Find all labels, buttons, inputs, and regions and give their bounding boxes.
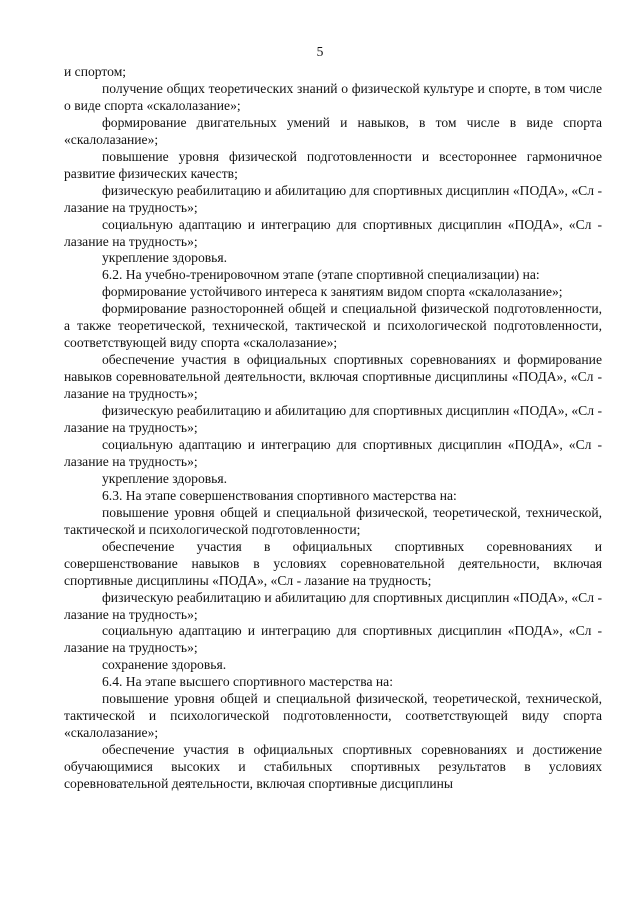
paragraph: сохранение здоровья. xyxy=(102,657,227,673)
paragraph: социальную адаптацию и интеграцию для спортивных дисциплин «ПОДА», «Сл - лазание на трудность»; xyxy=(64,436,602,469)
paragraph: повышение уровня общей и специальной физической, теоретической, технической, тактической и психологической подготовленности, соответствующей виду спорта «скалолазание»; xyxy=(64,691,602,741)
paragraph: укрепление здоровья. xyxy=(102,250,228,266)
paragraph: физическую реабилитацию и абилитацию для спортивных дисциплин «ПОДА», «Сл - лазание на трудность»; xyxy=(64,403,602,436)
paragraph: повышение уровня общей и специальной физической, теоретической, технической, тактической и психологической подготовленности; xyxy=(64,504,602,537)
paragraph: получение общих теоретических знаний о физической культуре и спорте, в том числе о виде спорта «скалолазание»; xyxy=(64,80,602,113)
paragraph: повышение уровня физической подготовленности и всестороннее гармоничное развитие физических качеств; xyxy=(64,148,602,181)
paragraph: социальную адаптацию и интеграцию для спортивных дисциплин «ПОДА», «Сл - лазание на трудность»; xyxy=(64,216,602,249)
page-number: 5 xyxy=(316,44,324,59)
paragraph: физическую реабилитацию и абилитацию для спортивных дисциплин «ПОДА», «Сл - лазание на трудность»; xyxy=(64,182,602,215)
section-heading-6-4: 6.4. На этапе высшего спортивного мастерства на: xyxy=(102,674,393,690)
section-heading-6-3: 6.3. На этапе совершенствования спортивного мастерства на: xyxy=(102,487,457,503)
document-body xyxy=(64,64,602,793)
paragraph: формирование устойчивого интереса к занятиям видом спорта «скалолазание»; xyxy=(102,284,563,300)
paragraph: формирование двигательных умений и навыков, в том числе в виде спорта «скалолазание»; xyxy=(64,114,602,147)
paragraph: формирование разносторонней общей и специальной физической подготовленности, а также теоретической, технической, тактической и психологической подготовленности, соответствующей виду спорта «скалолазание»; xyxy=(64,301,602,351)
paragraph: обеспечение участия в официальных спортивных соревнованиях и достижение обучающимися высоких и стабильных спортивных результатов в условиях соревновательной деятельности, включая спортивные дисциплины xyxy=(64,742,602,792)
paragraph: обеспечение участия в официальных спортивных соревнованиях и совершенствование навыков в условиях соревновательной деятельности, включая спортивные дисциплины «ПОДА», «Сл - лазание на трудность; xyxy=(64,538,602,588)
section-heading-6-2: 6.2. На учебно-тренировочном этапе (этапе спортивной специализации) на: xyxy=(102,267,540,283)
paragraph: физическую реабилитацию и абилитацию для спортивных дисциплин «ПОДА», «Сл - лазание на трудность»; xyxy=(64,589,602,622)
paragraph: обеспечение участия в официальных спортивных соревнованиях и формирование навыков соревновательной деятельности, включая спортивные дисциплины «ПОДА», «Сл - лазание на трудность»; xyxy=(64,352,602,402)
paragraph: социальную адаптацию и интеграцию для спортивных дисциплин «ПОДА», «Сл - лазание на трудность»; xyxy=(64,623,602,656)
paragraph: укрепление здоровья. xyxy=(102,470,228,486)
paragraph: и спортом; xyxy=(64,64,127,79)
